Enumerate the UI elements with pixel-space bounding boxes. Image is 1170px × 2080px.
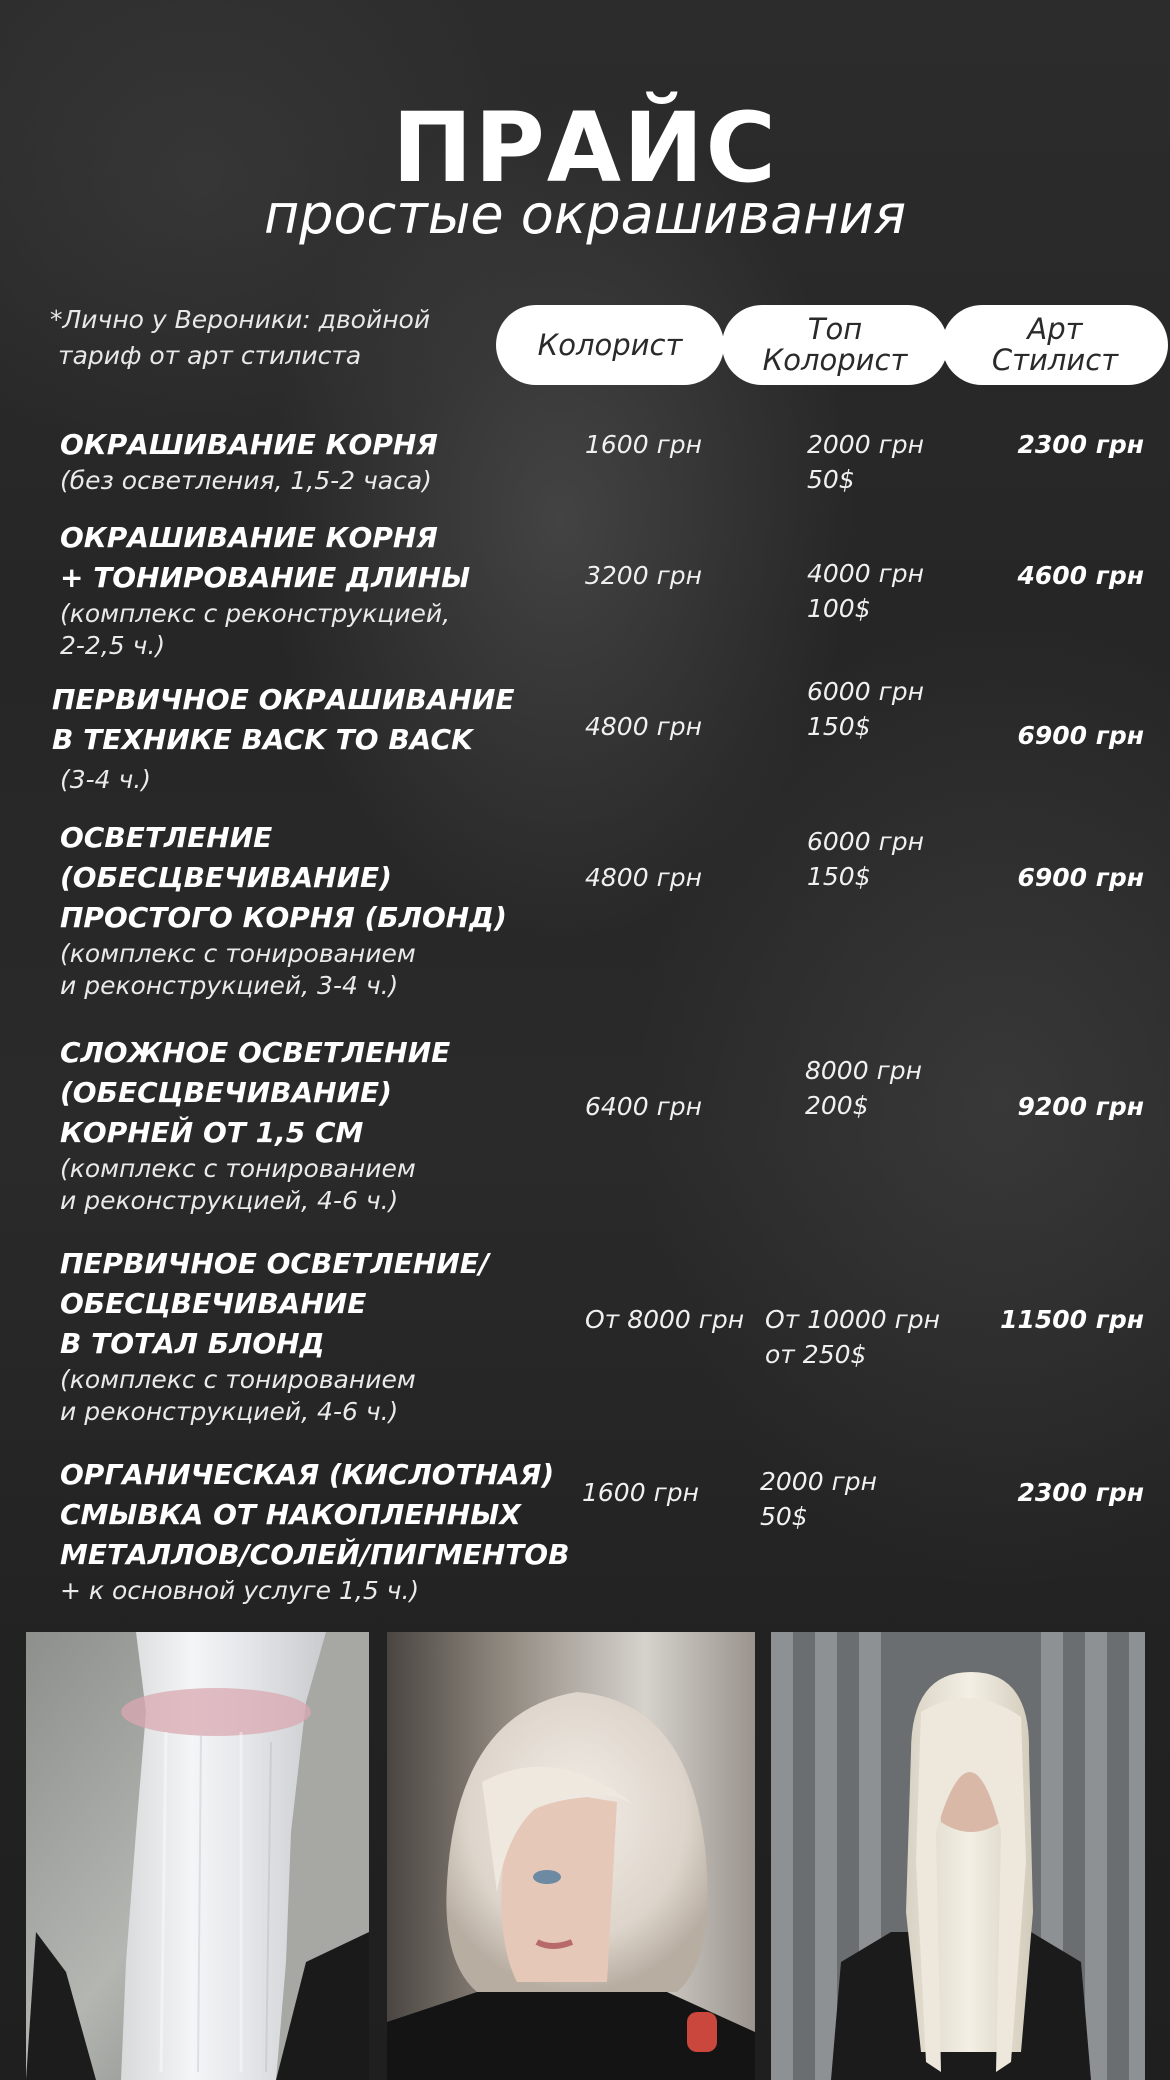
price-top-usd: от 250$: [765, 1340, 867, 1369]
note-line-2: тариф от арт стилиста: [58, 341, 362, 370]
service-detail-line: (комплекс с тонированием: [60, 1365, 416, 1394]
service-detail-line: (комплекс с тонированием: [60, 939, 416, 968]
price-top-uah: 6000 грн: [807, 827, 924, 856]
price-colorist: 1600 грн: [582, 1478, 699, 1507]
price-art-stylist: 4600 грн: [1017, 561, 1144, 590]
service-detail-line: (без осветления, 1,5-2 часа): [60, 466, 432, 495]
service-description: [60, 818, 507, 1002]
price-art-stylist: 2300 грн: [1017, 1478, 1144, 1507]
price-art-stylist: 11500 грн: [1000, 1305, 1144, 1334]
price-art-stylist: 6900 грн: [1017, 863, 1144, 892]
service-title-line: ПЕРВИЧНОЕ ОСВЕТЛЕНИЕ/: [60, 1247, 490, 1280]
column-header-top-colorist-line1: Топ: [807, 312, 863, 346]
service-description: [60, 1033, 450, 1217]
column-header-colorist-label: Колорист: [537, 327, 683, 362]
photo-long-blonde-front: [771, 1632, 1145, 2080]
service-detail-line: 2-2,5 ч.): [60, 631, 166, 660]
column-header-art-stylist-line2: Стилист: [991, 343, 1119, 377]
price-colorist: 3200 грн: [585, 561, 702, 590]
photo-gallery: [0, 1632, 1170, 2080]
service-title-line: ПЕРВИЧНОЕ ОКРАШИВАНИЕ: [52, 683, 515, 716]
service-detail-line: + к основной услуге 1,5 ч.): [60, 1576, 420, 1605]
service-title-line: (ОБЕСЦВЕЧИВАНИЕ): [60, 1076, 392, 1109]
service-description: [60, 1244, 489, 1428]
service-description: [52, 680, 515, 796]
price-top-usd: 200$: [805, 1091, 869, 1120]
price-top-uah: 4000 грн: [807, 559, 924, 588]
personal-tariff-note: [50, 302, 490, 374]
column-header-art-stylist-line1: Арт: [1027, 312, 1083, 346]
note-line-1: *Лично у Вероники: двойной: [50, 305, 431, 334]
price-top-colorist: [807, 556, 924, 626]
service-description: [60, 518, 470, 662]
price-top-usd: 150$: [807, 862, 871, 891]
service-detail-line: и реконструкцией, 3-4 ч.): [60, 971, 399, 1000]
service-detail-line: (3-4 ч.): [60, 765, 152, 794]
price-top-colorist: [807, 824, 924, 894]
photo-long-blonde-back: [26, 1632, 369, 2080]
price-colorist: 1600 грн: [585, 430, 702, 459]
price-top-uah: 6000 грн: [807, 677, 924, 706]
page-title: ПРАЙС: [392, 92, 778, 204]
page-subtitle: простые окрашивания: [263, 183, 907, 246]
service-title-line: ОКРАШИВАНИЕ КОРНЯ: [60, 428, 438, 461]
service-description: [60, 425, 438, 497]
service-detail-line: и реконструкцией, 4-6 ч.): [60, 1186, 399, 1215]
price-colorist: От 8000 грн: [585, 1305, 745, 1334]
service-title-line: + ТОНИРОВАНИЕ ДЛИНЫ: [60, 561, 471, 594]
price-top-usd: 150$: [807, 712, 871, 741]
service-title-line: СЛОЖНОЕ ОСВЕТЛЕНИЕ: [60, 1036, 451, 1069]
price-top-colorist: [805, 1053, 922, 1123]
price-top-colorist: [765, 1302, 940, 1372]
photo-long-blonde-front-image: [771, 1632, 1145, 2080]
column-header-art-stylist: [942, 305, 1168, 385]
price-top-colorist: [807, 427, 924, 497]
price-art-stylist: 6900 грн: [1017, 721, 1144, 750]
service-title-line: КОРНЕЙ ОТ 1,5 СМ: [60, 1116, 364, 1149]
photo-blonde-bob: [387, 1632, 755, 2080]
price-art-stylist: 2300 грн: [1017, 430, 1144, 459]
service-title-line: МЕТАЛЛОВ/СОЛЕЙ/ПИГМЕНТОВ: [60, 1538, 570, 1571]
service-detail-line: (комплекс с тонированием: [60, 1154, 416, 1183]
service-title-line: В ТЕХНИКЕ BACK TO BACK: [52, 723, 473, 756]
service-description: [60, 1455, 569, 1607]
service-detail-line: и реконструкцией, 4-6 ч.): [60, 1397, 399, 1426]
price-colorist: 4800 грн: [585, 712, 702, 741]
price-colorist: 4800 грн: [585, 863, 702, 892]
photo-blonde-bob-image: [387, 1632, 755, 2080]
service-title-line: ОСВЕТЛЕНИЕ: [60, 821, 273, 854]
service-title-line: ОРГАНИЧЕСКАЯ (КИСЛОТНАЯ): [60, 1458, 555, 1491]
price-top-uah: 2000 грн: [807, 430, 924, 459]
price-top-usd: 50$: [760, 1502, 808, 1531]
service-title-line: СМЫВКА ОТ НАКОПЛЕННЫХ: [60, 1498, 521, 1531]
price-top-colorist: [807, 674, 924, 744]
price-art-stylist: 9200 грн: [1017, 1092, 1144, 1121]
service-title-line: ОБЕСЦВЕЧИВАНИЕ: [60, 1287, 367, 1320]
price-top-usd: 50$: [807, 465, 855, 494]
service-title-line: (ОБЕСЦВЕЧИВАНИЕ): [60, 861, 392, 894]
price-top-uah: 8000 грн: [805, 1056, 922, 1085]
column-header-colorist: [496, 305, 724, 385]
price-top-uah: От 10000 грн: [765, 1305, 941, 1334]
service-title-line: ПРОСТОГО КОРНЯ (БЛОНД): [60, 901, 507, 934]
price-top-usd: 100$: [807, 594, 871, 623]
column-header-top-colorist: [722, 305, 948, 385]
photo-long-blonde-back-image: [26, 1632, 369, 2080]
price-top-colorist: [760, 1464, 877, 1534]
service-title-line: В ТОТАЛ БЛОНД: [60, 1327, 325, 1360]
service-detail-line: (комплекс с реконструкцией,: [60, 599, 451, 628]
column-header-top-colorist-line2: Колорист: [762, 343, 908, 377]
price-top-uah: 2000 грн: [760, 1467, 877, 1496]
price-colorist: 6400 грн: [585, 1092, 702, 1121]
service-title-line: ОКРАШИВАНИЕ КОРНЯ: [60, 521, 438, 554]
